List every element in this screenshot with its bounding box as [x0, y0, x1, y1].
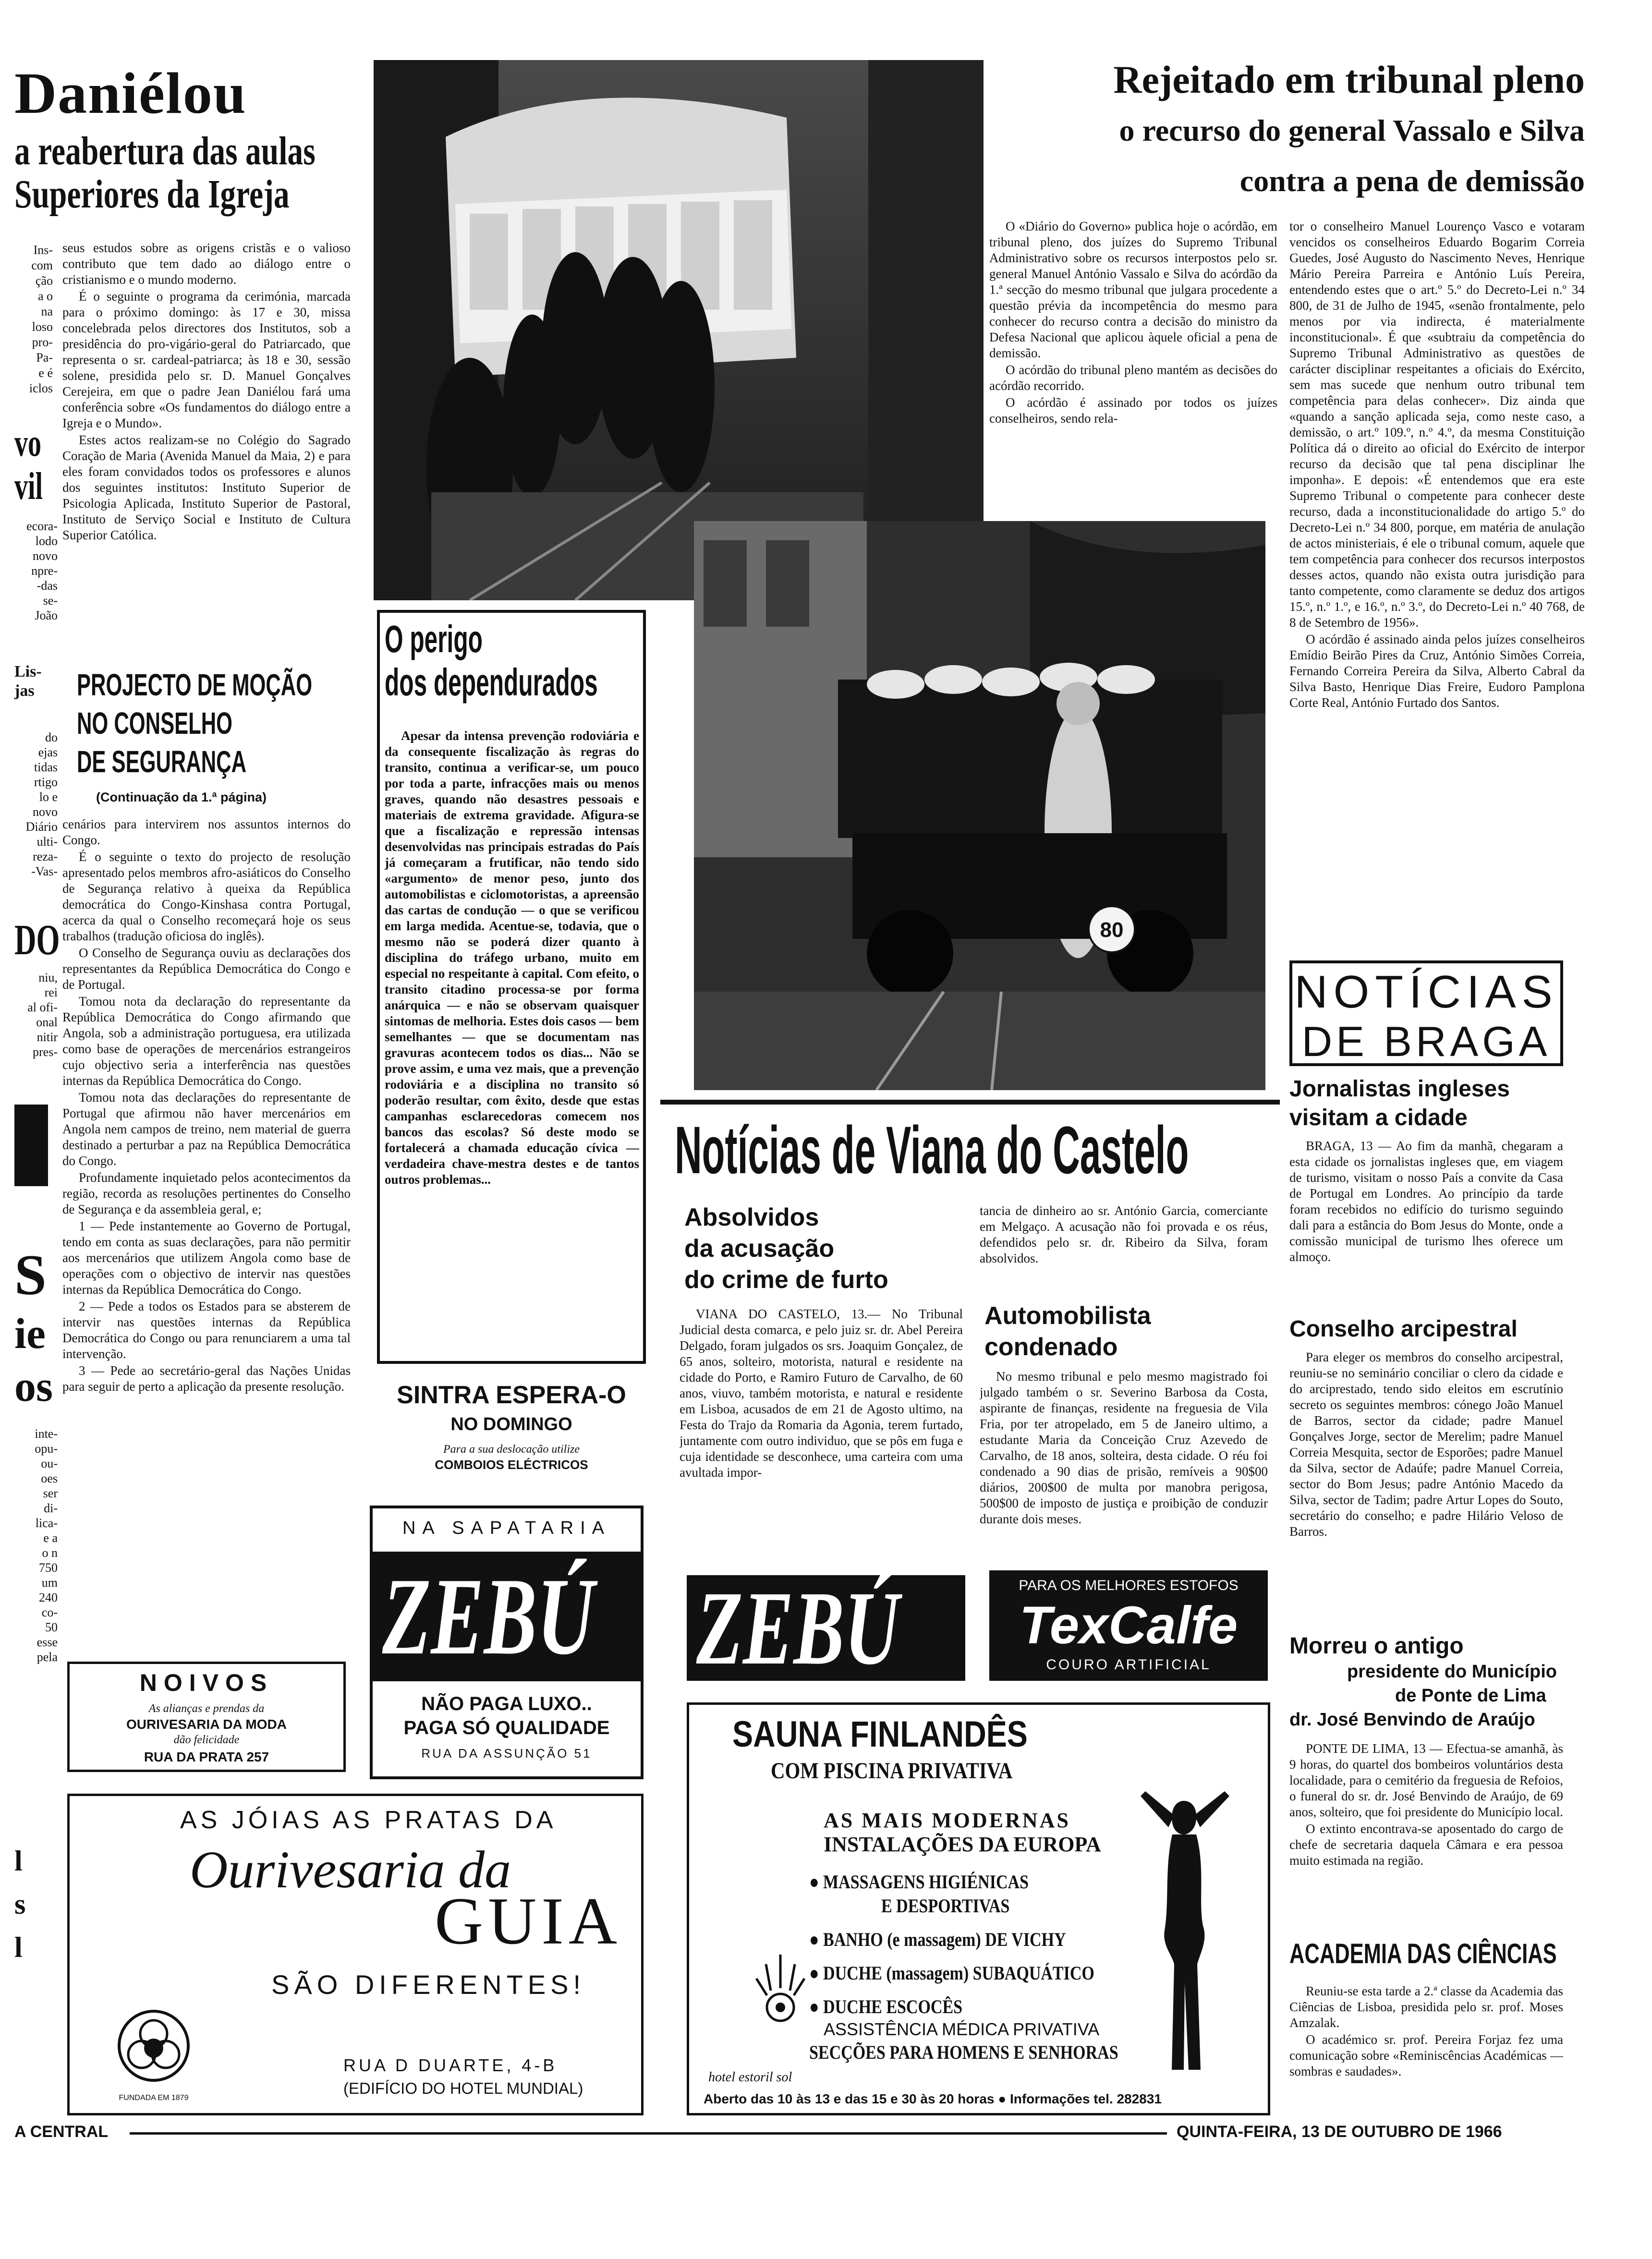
mocao-p1: É o seguinte o texto do projecto de resolução apresentado pelos membros afro-asiáticos do Conselho de Segurança relativo à queixa da República democrática do Congo-Kinshasa contra Portugal, acerca da qual o Conselho recomeçará hoje os seus trabalhos (tradução oficiosa do inglês).	[62, 850, 351, 943]
braga-p2: Para eleger os membros do conselho arcipestral, reuniu-se no seminário conciliar o clero da cidade e do arciprestado, tendo sido eleitos em escrutínio secreto os seguintes membros: cónego João Manuel de Barros, sector da cidade; padre Manuel Gonçalves Jorge, sector de Merelim; padre Manuel Correia Mesquita, sector de Esporões; padre Manuel da Silva, sector de Adaúfe; padre Manuel Correia, sector do Bom Jesus; padre António Macedo da Silva, sector de Tadim; padre Artur Lopes do Souto, secretário do conselho; e padre Hilário Veloso de Barros.	[1289, 1350, 1563, 1539]
guia-address-2: (EDIFÍCIO DO HOTEL MUNDIAL)	[343, 2079, 583, 2097]
frag-line: l	[14, 1845, 23, 1877]
danielou-title: Daniélou	[14, 61, 247, 126]
braga-p4-text: O extinto encontrava-se aposentado do cargo de chefe de secretaria daquela Câmara e era pessoa muito estimada na região.	[1289, 1822, 1563, 1868]
braga-p5-text: Reuniu-se esta tarde a 2.ª classe da Academia das Ciências de Lisboa, presidida pelo sr. prof. Moses Amzalak.	[1289, 1984, 1563, 2030]
braga-h1a: Jornalistas ingleses	[1289, 1076, 1510, 1102]
viana-h2b: condenado	[984, 1333, 1118, 1361]
mocao-p6: 1 — Pede instantemente ao Governo de Portugal, tendo em conta as suas declarações, para não permitir aos mercenários que utilizem Angola como base de operações com o objectivo de intervir nas questões internas da República Democrática do Congo.	[62, 1219, 351, 1297]
vassalo-col-2	[1289, 219, 1585, 1006]
frag-line: onal	[36, 1015, 58, 1029]
danielou-left-stub	[14, 243, 53, 396]
frag-line: co-	[41, 1605, 58, 1619]
braga-p3-text: PONTE DE LIMA, 13 — Efectua-se amanhã, às 9 horas, do quartel dos bombeiros voluntários desta localidade, para o cemitério da freguesia de Refoios, o funeral do sr. dr. José Benvindo de Araújo, de 69 anos, solteiro, que foi presidente do Município local.	[1289, 1741, 1563, 1819]
braga-h3d: dr. José Benvindo de Araújo	[1289, 1710, 1535, 1730]
texcalfe-ad	[989, 1570, 1268, 1681]
danielou-subtitle-2: Superiores da Igreja	[14, 172, 290, 217]
zebu-ad-2	[687, 1569, 965, 1687]
noivos-ad	[67, 1662, 346, 1772]
frag-line: o n	[42, 1546, 58, 1560]
braga-p5-block	[1289, 1983, 1563, 2123]
viana-masthead: Notícias de Viana do Castelo	[675, 1112, 1189, 1188]
danielou-p2: É o seguinte o programa da cerimónia, marcada para o próximo domingo: às 17 e 30, missa concelebrada pelos directores dos Institutos, sob a presidência do pro-vigário-geral do Patriarcado, que representa o sr. cardeal-patriarca; às 18 e 30, sessão solene, presidida pelo sr. D. Manuel Gonçalves Cerejeira, em que o padre Jean Daniélou fará uma conferência sobre «Os fundamentos do diálogo entre a Igreja e o Mundo».	[62, 289, 351, 430]
noivos-line-3: dão felicidade	[173, 1734, 240, 1746]
braga-masthead	[1289, 960, 1563, 1066]
frag-line: npre-	[31, 564, 58, 578]
sauna-item-4: ● DUCHE ESCOCÊS	[809, 1996, 963, 2017]
guia-top: AS JÓIAS AS PRATAS DA	[180, 1806, 557, 1834]
perigo-body: Apesar da intensa prevenção rodoviária e da consequente fiscalização às regras do transito, continua a verificar-se, um pouco por toda a parte, infracções mais ou menos graves, quando não desastres pessoais e materiais de extrema gravidade. Afigura-se que a fiscalização e repressão intensas desenvolvidas nas principais estradas do País já começaram a frutificar, não tendo sido «argumento» de menor peso, junto dos automobilistas e ciclomotoristas, a apreensão das cartas de condução — o que se verificou em larga medida. Acentue-se, todavia, que o mesmo não se poderá dizer quanto à disciplina do tráfego urbano, muito em especial no respeitante à capital. Com efeito, o transito citadino processa-se por forma anárquica — e não se observam quaisquer sintomas de melhoria. Estes dois casos — bem semelhantes — que se documentam nas gravuras acontecem todos os dias... Não se prove assim, e uma vez mais, que a prevenção rodoviária e a disciplina no transito só poderão resultar, com êxito, desde que estas campanhas esclarecedoras comecem nos bancos das escolas? Só deste modo se fortalecerá a chamada educação cívica — verdadeira chave-mestra destes e de tantos outros problemas...	[385, 729, 639, 1187]
guia-logo	[113, 2007, 194, 2089]
frag-line: ecora-	[26, 519, 58, 533]
sauna-item-1b: E DESPORTIVAS	[881, 1895, 1010, 1917]
mocao-continuation: (Continuação da 1.ª página)	[96, 790, 267, 804]
frag-black-bar	[14, 1105, 48, 1186]
frag-line: rei	[44, 985, 58, 999]
frag-line: Diário	[25, 820, 58, 834]
tram-photo-image	[374, 60, 984, 600]
frag-line: l	[14, 1931, 23, 1963]
sintra-line-3: Para a sua deslocação utilize	[443, 1443, 580, 1456]
viana-p3: No mesmo tribunal e pelo mesmo magistrado foi julgado também o sr. Severino Barbosa da Costa, aspirante de finanças, residente na freguesia de Vila Fria, por ter atropelado, em 5 de Janeiro ultimo, a estudante Maria da Conceição Cruz Azevedo de Carvalho, de 18 anos, solteira, desta cidade. O réu foi condenado a 90 dias de prisão, remíveis a 90$00 diários, 200$00 de multa por manobra perigosa, 500$00 de imposto de justiça e proibição de conduzir durante dois meses.	[980, 1369, 1268, 1526]
frag-line: e a	[43, 1531, 58, 1545]
sauna-footer: Aberto das 10 às 13 e das 15 e 30 às 20 horas ● Informações tel. 282831	[704, 2091, 1162, 2106]
sauna-item-2-text: BANHO (e massagem) DE VICHY	[823, 1929, 1066, 1950]
frag-do: DO	[14, 916, 60, 964]
viana-section	[660, 1100, 1280, 1575]
frag-line: reza-	[33, 850, 58, 863]
zebu1-brand: ZEBÚ	[382, 1555, 595, 1677]
frag-os: os	[14, 1363, 53, 1410]
vassalo-p1: O «Diário do Governo» publica hoje o acórdão, em tribunal pleno, dos juízes do Supremo Tribunal Administrativo sobre os recursos interpostos pelo sr. general Manuel António Vassalo e Silva do acórdão da 1.ª secção do mesmo tribunal que julgara procedente a questão prévia da incompetência do mesmo para conhecer do recurso contra a decisão do ministro da Defesa Nacional que aplicou àquele oficial a pena de demissão.	[989, 219, 1277, 360]
sauna-item-1: ● MASSAGENS HIGIÉNICAS	[809, 1871, 1029, 1893]
mocao-p7: 2 — Pede a todos os Estados para se absterem de intervir nas questões internas da República Democrática do Congo ou para renunciarem a uma tal intervenção.	[62, 1299, 351, 1361]
frag-line: s	[14, 1888, 26, 1920]
frag-line: do	[45, 730, 58, 744]
mocao-p8: 3 — Pede ao secretário-geral das Nações Unidas para seguir de perto a aplicação da presente resolução.	[62, 1363, 351, 1394]
zebu1-brand-block	[373, 1552, 641, 1681]
stub-text: a o	[37, 289, 53, 303]
viana-h2a: Automobilista	[984, 1302, 1151, 1330]
braga-p3	[1289, 1741, 1563, 1928]
frag-line: esse	[36, 1635, 58, 1649]
mocao-p0: cenários para intervirem nos assuntos internos do Congo.	[62, 817, 351, 847]
frag-line: lica-	[35, 1516, 58, 1530]
vassalo-subtitle-2: contra a pena de demissão	[1239, 164, 1585, 198]
mocao-title-2: NO CONSELHO	[77, 706, 232, 741]
frag-line: se-	[43, 594, 58, 607]
mocao-body	[62, 816, 351, 1647]
frag-line: um	[41, 1576, 58, 1590]
braga-section	[1289, 960, 1587, 2127]
mocao-title-3: DE SEGURANÇA	[77, 744, 247, 779]
stub-text: com	[31, 258, 53, 272]
stub-text: iclos	[29, 381, 53, 395]
braga-h3a: Morreu o antigo	[1289, 1633, 1464, 1659]
perigo-title-1: O perigo	[385, 618, 483, 660]
mocao-p2: O Conselho de Segurança ouviu as declarações dos representantes da República Democrática do Congo e de Portugal.	[62, 946, 351, 992]
stub-text: pro-	[32, 335, 53, 349]
vassalo-p3: O acórdão é assinado por todos os juízes conselheiros, sendo rela-	[989, 395, 1277, 425]
sauna-h2: INSTALAÇÕES DA EUROPA	[824, 1833, 1101, 1856]
frag-a	[14, 519, 58, 623]
braga-h3b: presidente do Município	[1347, 1662, 1557, 1682]
braga-h4: ACADEMIA DAS CIÊNCIAS	[1289, 1938, 1557, 1969]
guia-script: Ourivesaria da	[190, 1840, 511, 1899]
frag-c	[14, 970, 58, 1059]
viana-p1: VIANA DO CASTELO, 13.— No Tribunal Judicial desta comarca, e pelo juiz sr. dr. Abel Pereira Delgado, foram julgados os srs. Joaquim Gonçalez, de 65 anos, solteiro, motorista, natural e residente na cidade do Porto, e Ramiro Futuro de Carvalho, de 60 anos, viuvo, também motorista, e natural e residente em Lisboa, acusados de em 21 de Agosto ultimo, na Festa do Trajo da Romaria da Agonia, terem furtado, juntamente com outro individuo, que se pôs em fuga e cuja identidade se desconhece, uma carteira com uma avultada impor-	[680, 1307, 963, 1480]
left-edge-fragments	[0, 422, 60, 1963]
sauna-h1: AS MAIS MODERNAS	[824, 1809, 1070, 1832]
frag-line: 240	[39, 1591, 58, 1604]
frag-line: novo	[33, 805, 58, 819]
mocao-title-1: PROJECTO DE MOÇÃO	[77, 668, 313, 702]
mocao-p3: Tomou nota da declaração do representante da República Democrática do Congo afirmando que Angola, sob a administração portuguesa, era utilizada como base de operações de mercenários estrangeiros cujo objectivo seria a interferência nas questões internas da República Democrática do Congo.	[62, 994, 351, 1088]
truck-number: 80	[1100, 918, 1124, 942]
perigo-article	[377, 610, 646, 1364]
footer-rule	[130, 2132, 1167, 2135]
noivos-line-2: OURIVESARIA DA MODA	[126, 1717, 287, 1732]
vassalo-col-1	[989, 219, 1277, 564]
vassalo-p4: tor o conselheiro Manuel Lourenço Vasco e votaram vencidos os conselheiros Eduardo Bogarim Correia Guedes, José Augusto do Nascimento Neves, Henrique Mário Pereira Parreira e António Luís Pereira, entendendo estes que o art.º 5.º do Decreto-Lei n.º 34 800, de 31 de Julho de 1945, «senão frontalmente, pelo menos por via indirecta, é materialmente inconstitucional». É que «subtraiu da competência do Supremo Tribunal Administrativo as questões de carácter disciplinar respeitantes a oficiais do Exército, sem mas sucede que nenhum outro tribunal tem competência para delas conhecer». Diz ainda que «quando a sanção aplicada seja, como neste caso, a demissão, o art.º 109.º, n.º 4.º, da mesma Constituição Política dá o direito ao oficial do Exército de interpor recurso da decisão que tal pena disciplinar lhe imponha». E depois: «É entendemos que era este Supremo Tribunal o competente para conhecer deste recurso, dada a inconstitucionalidade do artigo 5.º do Decreto-Lei n.º 34 800, porque, em matéria de anulação de actos ministeriais, é ele o tribunal comum, aquele que tem competência para conhecer dos recursos interpostos desses actos, quando não exista outra jurisdição para tanto competente, como claramente se deduz dos artigos 15.º, n.º 1.º, e 16.º, n.º 3.º, do Decreto-Lei n.º 40 768, de 8 de Setembro de 1956».	[1289, 219, 1585, 630]
guia-logo-icon	[113, 2007, 194, 2089]
frag-line: novo	[33, 549, 58, 563]
page-footer	[0, 2123, 1652, 2151]
danielou-p3: Estes actos realizam-se no Colégio do Sagrado Coração de Maria (Avenida Manuel da Maia, 2) e para eles foram convidados todos os professores e alunos dos seguintes institutos: Instituto Superior de Psicologia Aplicada, Instituto Superior de Pastoral, Instituto de Serviço Social e Instituto de Cultura Superior Católica.	[62, 433, 351, 542]
viana-p2: tancia de dinheiro ao sr. António Garcia, comerciante em Melgaço. A acusação não foi provada e os réus, defendidos pelo sr. dr. Ribeiro da Silva, foram absolvidos.	[980, 1203, 1268, 1265]
frag-line: ser	[43, 1486, 58, 1500]
frag-line: opu-	[35, 1442, 58, 1456]
braga-h3c: de Ponte de Lima	[1395, 1686, 1546, 1706]
sauna-hotel-name: hotel estoril sol	[708, 2070, 792, 2085]
truck-photo-image	[694, 521, 1265, 1090]
guia-address-1: RUA D DUARTE, 4-B	[343, 2055, 558, 2075]
guia-tagline: SÃO DIFERENTES!	[271, 1969, 586, 2000]
vassalo-title: Rejeitado em tribunal pleno	[1113, 58, 1585, 101]
viana-h1c: do crime de furto	[684, 1266, 888, 1294]
frag-line: João	[35, 608, 58, 622]
frag-jas: jas	[14, 682, 35, 700]
sauna-sections: SECÇÕES PARA HOMENS E SENHORAS	[809, 2041, 1118, 2063]
frag-line: lodo	[35, 534, 58, 548]
mocao-p5: Profundamente inquietado pelos acontecimentos da região, recorda as resoluções pertinentes do Conselho de Segurança e da assembleia geral, e;	[62, 1170, 351, 1216]
sauna-item-4-text: DUCHE ESCOCÊS	[823, 1996, 963, 2017]
texcalfe-top: PARA OS MELHORES ESTOFOS	[1019, 1578, 1239, 1593]
sauna-title: SAUNA FINLANDÊS	[732, 1714, 1028, 1755]
noivos-line-1: As alianças e prendas da	[148, 1702, 265, 1715]
sauna-item-1-text: MASSAGENS HIGIÉNICAS	[823, 1871, 1029, 1893]
danielou-p1: seus estudos sobre as origens cristãs e o valioso contributo que tem dado ao diálogo entre o cristianismo e o mundo moderno.	[62, 241, 351, 287]
frag-line: al ofi-	[27, 1000, 58, 1014]
braga-p6-text: O académico sr. prof. Pereira Forjaz fez uma comunicação sobre «Reminiscências Académicas — sombras e saudades».	[1289, 2032, 1563, 2078]
stub-text: Ins-	[33, 243, 53, 257]
woman-silhouette-icon	[1112, 1782, 1256, 2079]
braga-h1b: visitam a cidade	[1289, 1105, 1468, 1130]
footer-right: QUINTA-FEIRA, 13 DE OUTUBRO DE 1966	[1177, 2123, 1502, 2141]
frag-vil: vil	[14, 465, 43, 508]
sintra-line-4: COMBOIOS ELÉCTRICOS	[435, 1457, 588, 1472]
braga-p1: BRAGA, 13 — Ao fim da manhã, chegaram a esta cidade os jornalistas ingleses que, em viagem de turismo, visitam o nosso País a convite da Casa de Portugal em Londres. Ao princípio da tarde foram recebidos no edifício do turismo seguindo dali para a estância do Bom Jesus do Monte, onde a comissão municipal de turismo lhes oferece um almoço.	[1289, 1139, 1563, 1264]
frag-line: 750	[39, 1561, 58, 1575]
sauna-sub: COM PISCINA PRIVATIVA	[771, 1758, 1013, 1784]
zebu2-brand: ZEBÚ	[696, 1569, 899, 1687]
vassalo-p2: O acórdão do tribunal pleno mantém as decisões do acórdão recorrido.	[989, 363, 1277, 393]
stub-text: ção	[35, 274, 53, 288]
frag-line: -das	[36, 579, 58, 593]
texcalfe-bottom: COURO ARTIFICIAL	[1046, 1657, 1211, 1673]
truck-photo	[694, 521, 1265, 1090]
sauna-item-3-text: DUCHE (massagem) SUBAQUÁTICO	[823, 1962, 1094, 1984]
frag-s: S	[14, 1243, 47, 1307]
sintra-line-1: SINTRA ESPERA-O	[397, 1381, 626, 1409]
sauna-hotel-logo	[742, 1935, 819, 2060]
frag-line: di-	[44, 1501, 58, 1515]
viana-h1b: da acusação	[684, 1235, 835, 1263]
frag-b	[14, 730, 58, 879]
frag-line: 50	[45, 1620, 58, 1634]
frag-e	[14, 1839, 43, 1969]
frag-line: inte-	[35, 1427, 58, 1441]
guia-big: GUIA	[435, 1884, 622, 1958]
perigo-title-2: dos dependurados	[385, 661, 598, 704]
zebu1-line-1: NÃO PAGA LUXO..	[421, 1693, 592, 1714]
frag-line: ulti-	[36, 835, 58, 849]
sauna-ad	[687, 1702, 1270, 2115]
sintra-line-2: NO DOMINGO	[450, 1414, 572, 1434]
frag-line: ou-	[41, 1457, 58, 1470]
mocao-article	[62, 663, 355, 1647]
hotel-sun-icon	[742, 1935, 819, 2060]
sintra-ad	[377, 1381, 646, 1496]
sauna-item-3: ● DUCHE (massagem) SUBAQUÁTICO	[809, 1962, 1094, 1984]
frag-line: niu,	[38, 971, 58, 984]
sauna-silhouette	[1112, 1782, 1256, 2079]
frag-line: tidas	[34, 760, 58, 774]
zebu1-top: NA SAPATARIA	[402, 1518, 611, 1538]
danielou-body	[62, 240, 351, 644]
vassalo-subtitle-1: o recurso do general Vassalo e Silva	[1119, 113, 1585, 147]
braga-masthead-2: DE BRAGA	[1301, 1018, 1551, 1065]
vassalo-p5: O acórdão é assinado ainda pelos juízes conselheiros Emídio Beirão Pires da Cruz, António Simões Correia, Fernando Correira Pereira da Silva, Alberto Cabral da Silva Basto, Henrique Dias Freire, Eudoro Pamplona Corte Real, António Furtado dos Santos.	[1289, 632, 1585, 710]
stub-text: Pa-	[36, 351, 53, 364]
braga-h2: Conselho arcipestral	[1289, 1316, 1518, 1342]
zebu1-line-2: PAGA SÓ QUALIDADE	[403, 1717, 610, 1738]
viana-top-rule	[660, 1100, 1280, 1105]
frag-line: oes	[41, 1471, 58, 1485]
sauna-medical: ASSISTÊNCIA MÉDICA PRIVATIVA	[824, 2019, 1100, 2039]
footer-left: A CENTRAL	[14, 2123, 109, 2141]
zebu-ad-1	[370, 1506, 644, 1779]
frag-lis: Lis-	[14, 663, 42, 680]
frag-line: ejas	[38, 745, 58, 759]
stub-text: loso	[32, 320, 53, 334]
frag-line: rtigo	[34, 775, 58, 789]
guia-founded: FUNDADA EM 1879	[119, 2094, 189, 2102]
texcalfe-brand: TexCalfe	[1019, 1596, 1238, 1655]
frag-line: -Vas-	[31, 864, 58, 878]
frag-line: nitir	[36, 1030, 58, 1044]
zebu1-line-3: RUA DA ASSUNÇÃO 51	[421, 1746, 592, 1761]
stub-text: na	[41, 304, 53, 318]
sauna-item-2: ● BANHO (e massagem) DE VICHY	[809, 1929, 1066, 1950]
danielou-subtitle-1: a reabertura das aulas	[14, 129, 316, 173]
frag-vo: vo	[14, 422, 41, 464]
frag-line: pres-	[33, 1045, 58, 1059]
frag-ie: ie	[14, 1310, 46, 1358]
frag-line: pela	[36, 1650, 58, 1664]
noivos-line-4: RUA DA PRATA 257	[144, 1749, 269, 1764]
mocao-p4: Tomou nota das declarações do representante de Portugal que afirmou não haver mercenários em Angola nem campos de treino, nem material de guerra destinado a perturbar a paz na República Democrática do Congo.	[62, 1090, 351, 1168]
tram-photo	[374, 60, 984, 600]
frag-line: lo e	[39, 790, 58, 804]
viana-h1a: Absolvidos	[684, 1203, 819, 1231]
noivos-title: NOIVOS	[139, 1669, 274, 1696]
stub-text: e é	[38, 366, 53, 380]
frag-d	[14, 1426, 58, 1664]
guia-ad	[67, 1794, 644, 2115]
braga-masthead-1: NOTÍCIAS	[1294, 966, 1558, 1018]
